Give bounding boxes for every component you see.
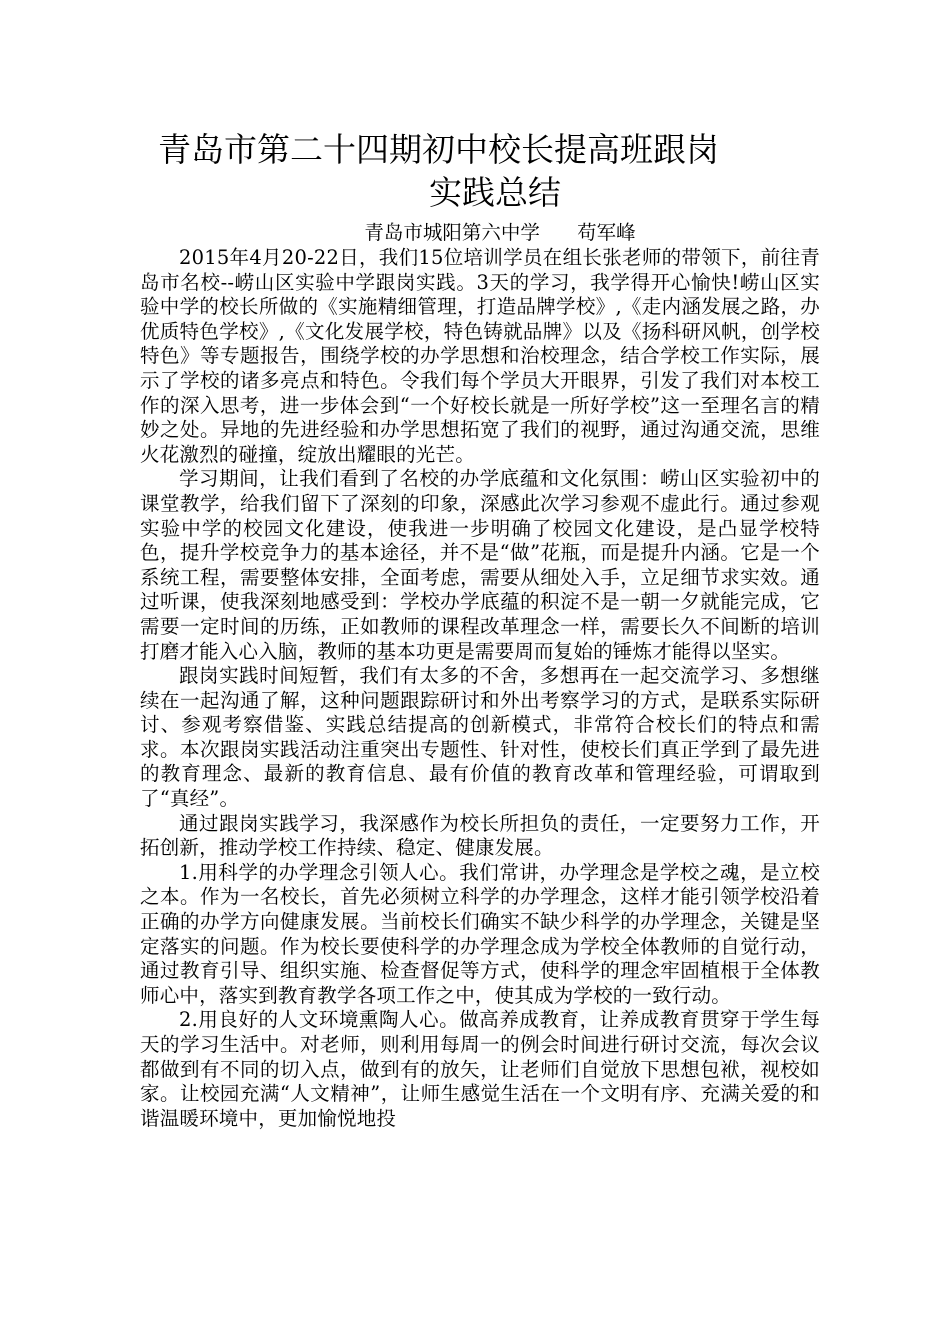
document-body xyxy=(140,246,820,1131)
paragraph-responsibility: 通过跟岗实践学习，我深感作为校长所担负的责任，一定要努力工作，开拓创新，推动学校工作持续、稳定、健康发展。 xyxy=(140,811,820,860)
title-line-1: 青岛市第二十四期初中校长提高班跟岗 xyxy=(158,130,719,169)
author-byline: 青岛市城阳第六中学 苟军峰 xyxy=(364,221,636,244)
paragraph-point-2: 2.用良好的人文环境熏陶人心。做高养成教育，让养成教育贯穿于学生每天的学习生活中。对老师，则利用每周一的例会时间进行研讨交流，每次会议都做到有不同的切入点，做到有的放矢，让老师们自觉放下思想包袱，视校如家。让校园充满“人文精神”，让师生感觉生活在一个文明有序、充满关爱的和谐温暖环境中，更加愉悦地投 xyxy=(140,1008,820,1130)
paragraph-practice: 跟岗实践时间短暂，我们有太多的不舍，多想再在一起交流学习、多想继续在一起沟通了解，这种问题跟踪研讨和外出考察学习的方式，是联系实际研讨、参观考察借鉴、实践总结提高的创新模式，非常符合校长们的特点和需求。本次跟岗实践活动注重突出专题性、针对性，使校长们真正学到了最先进的教育理念、最新的教育信息、最有价值的教育改革和管理经验，可谓取到了“真经”。 xyxy=(140,664,820,811)
document-page xyxy=(140,128,820,1131)
document-title xyxy=(140,128,820,214)
paragraph-study: 学习期间，让我们看到了名校的办学底蕴和文化氛围：崂山区实验初中的课堂教学，给我们留下了深刻的印象，深感此次学习参观不虚此行。通过参观实验中学的校园文化建设，使我进一步明确了校园文化建设，是凸显学校特色，提升学校竞争力的基本途径，并不是“做”花瓶，而是提升内涵。它是一个系统工程，需要整体安排，全面考虑，需要从细处入手，立足细节求实效。通过听课，使我深刻地感受到：学校办学底蕴的积淀不是一朝一夕就能完成，它需要一定时间的历练，正如教师的课程改革理念一样，需要长久不间断的培训打磨才能入心入脑，教师的基本功更是需要周而复始的锤炼才能得以坚实。 xyxy=(140,467,820,663)
paragraph-point-1: 1.用科学的办学理念引领人心。我们常讲，办学理念是学校之魂，是立校之本。作为一名校长，首先必须树立科学的办学理念，这样才能引领学校沿着正确的办学方向健康发展。当前校长们确实不缺少科学的办学理念，关键是坚定落实的问题。作为校长要使科学的办学理念成为学校全体教师的自觉行动，通过教育引导、组织实施、检查督促等方式，使科学的理念牢固植根于全体教师心中，落实到教育教学各项工作之中，使其成为学校的一致行动。 xyxy=(140,860,820,1007)
paragraph-intro: 2015年4月20-22日，我们15位培训学员在组长张老师的带领下，前往青岛市名校--崂山区实验中学跟岗实践。3天的学习，我学得开心愉快!崂山区实验中学的校长所做的《实施精细管理，打造品牌学校》,《走内涵发展之路，办优质特色学校》,《文化发展学校，特色铸就品牌》以及《扬科研风帆，创学校特色》等专题报告，围绕学校的办学思想和治校理念，结合学校工作实际，展示了学校的诸多亮点和特色。令我们每个学员大开眼界，引发了我们对本校工作的深入思考，进一步体会到“一个好校长就是一所好学校”这一至理名言的精妙之处。异地的先进经验和办学思想拓宽了我们的视野，通过沟通交流，思维火花激烈的碰撞，绽放出耀眼的光芒。 xyxy=(140,246,820,466)
title-line-2: 实践总结 xyxy=(429,173,561,212)
